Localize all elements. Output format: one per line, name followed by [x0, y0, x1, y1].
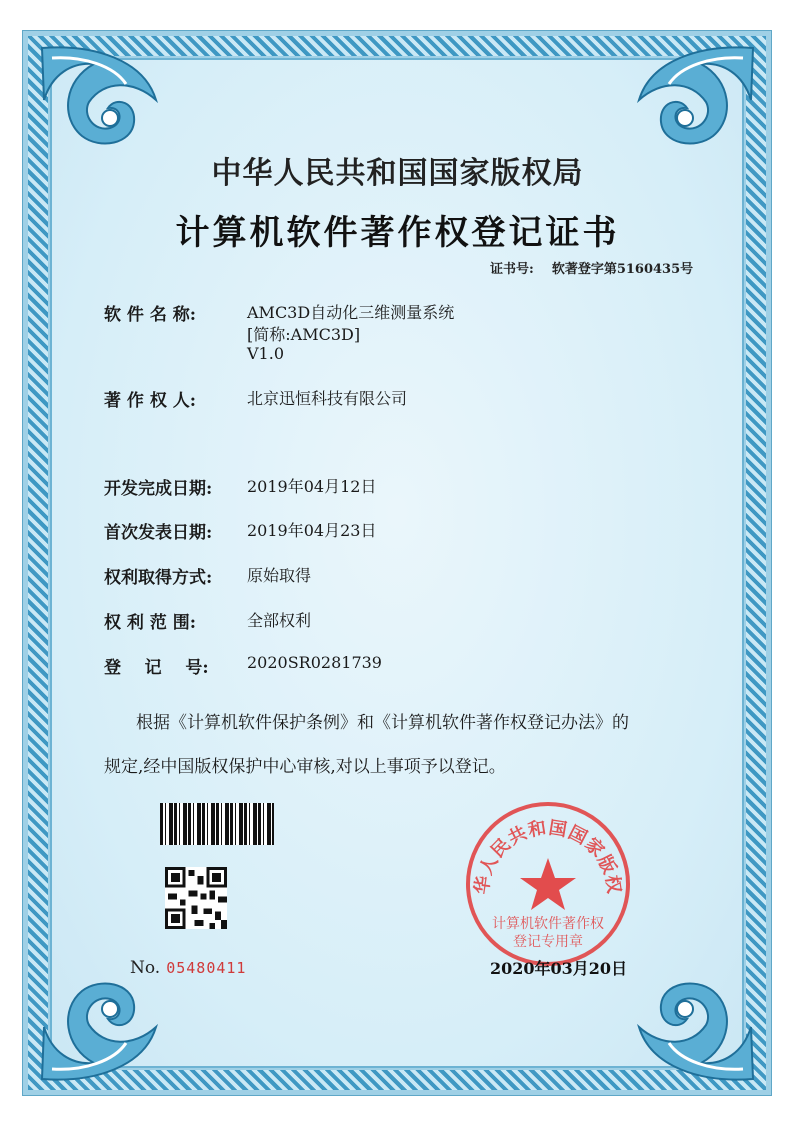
software-name-label: 软 件 名 称: — [104, 305, 197, 325]
certificate-number — [490, 258, 693, 277]
qr-code-icon — [165, 867, 227, 929]
software-name-value: AMC3D自动化三维测量系统 — [247, 303, 455, 322]
rights-scope-value: 全部权利 — [247, 611, 312, 630]
software-short-name: [简称:AMC3D] — [247, 325, 361, 344]
body-text-line-1: 根据《计算机软件保护条例》和《计算机软件著作权登记办法》的 — [136, 713, 629, 733]
certificate-title: 计算机软件著作权登记证书 — [175, 213, 620, 253]
corner-ornament-icon — [631, 957, 761, 1087]
issue-date: 2020年03月20日 — [490, 959, 628, 978]
registration-number-value: 2020SR0281739 — [247, 653, 382, 672]
barcode-icon — [160, 803, 274, 845]
owner-value: 北京迅恒科技有限公司 — [247, 389, 408, 408]
issuer-title: 中华人民共和国国家版权局 — [211, 156, 584, 191]
rights-scope-label: 权 利 范 围: — [104, 613, 197, 633]
pub-date-label: 首次发表日期: — [104, 523, 213, 543]
pub-date-value: 2019年04月23日 — [247, 521, 377, 540]
serial-number-label: No. — [130, 958, 161, 978]
svg-text:登记专用章: 登记专用章 — [513, 934, 583, 950]
owner-label: 著 作 权 人: — [104, 391, 197, 411]
serial-number-value: 05480411 — [166, 959, 247, 977]
svg-text:计算机软件著作权: 计算机软件著作权 — [492, 916, 604, 932]
dev-date-value: 2019年04月12日 — [247, 477, 377, 496]
software-version: V1.0 — [247, 344, 284, 363]
acquire-method-value: 原始取得 — [247, 566, 312, 585]
serial-number — [130, 958, 246, 978]
svg-text:中华人民共和国国家版权局: 华人民共和国国家版权 — [471, 817, 625, 896]
acquire-method-label: 权利取得方式: — [104, 568, 213, 588]
registration-number-label: 登 记 号: — [104, 658, 209, 678]
certificate-number-label: 证书号: — [490, 262, 534, 277]
body-text-line-2: 规定,经中国版权保护中心审核,对以上事项予以登记。 — [104, 757, 506, 777]
certificate-number-value: 软著登字第5160435号 — [551, 262, 694, 277]
dev-date-label: 开发完成日期: — [104, 479, 213, 499]
official-seal-stamp — [462, 798, 634, 970]
